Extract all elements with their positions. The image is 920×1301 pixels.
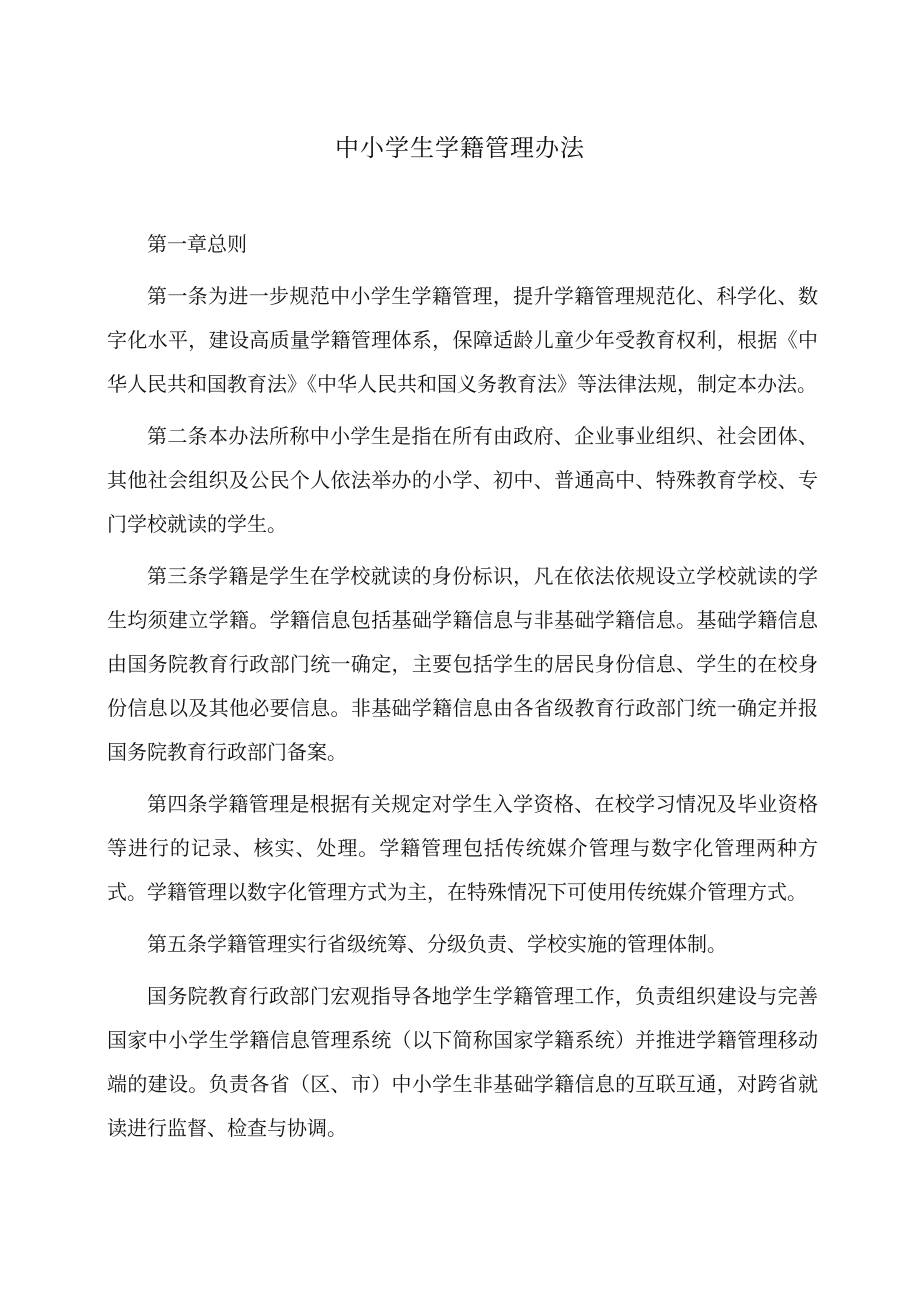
- chapter-heading: 第一章总则: [147, 232, 247, 256]
- article-2-paragraph: 第二条本办法所称中小学生是指在所有由政府、企业事业组织、社会团体、其他社会组织及公民个人依法举办的小学、初中、普通高中、特殊教育学校、专门学校就读的学生。: [107, 424, 818, 536]
- article-3-paragraph: 第三条学籍是学生在学校就读的身份标识，凡在依法依规设立学校就读的学生均须建立学籍。学籍信息包括基础学籍信息与非基础学籍信息。基础学籍信息由国务院教育行政部门统一确定，主要包括学生的居民身份信息、学生的在校身份信息以及其他必要信息。非基础学籍信息由各省级教育行政部门统一确定并报国务院教育行政部门备案。: [107, 564, 818, 764]
- article-1-paragraph: 第一条为进一步规范中小学生学籍管理，提升学籍管理规范化、科学化、数字化水平，建设高质量学籍管理体系，保障适龄儿童少年受教育权利，根据《中华人民共和国教育法》《中华人民共和国义务教育法》等法律法规，制定本办法。: [107, 284, 818, 396]
- document-title: 中小学生学籍管理办法: [335, 134, 585, 162]
- article-5-continuation-paragraph: 国务院教育行政部门宏观指导各地学生学籍管理工作，负责组织建设与完善国家中小学生学籍信息管理系统（以下简称国家学籍系统）并推进学籍管理移动端的建设。负责各省（区、市）中小学生非基础学籍信息的互联互通，对跨省就读进行监督、检查与协调。: [107, 984, 818, 1140]
- article-5-paragraph: 第五条学籍管理实行省级统筹、分级负责、学校实施的管理体制。: [147, 932, 727, 956]
- document-body: [107, 222, 818, 1158]
- article-4-paragraph: 第四条学籍管理是根据有关规定对学生入学资格、在校学习情况及毕业资格等进行的记录、核实、处理。学籍管理包括传统媒介管理与数字化管理两种方式。学籍管理以数字化管理方式为主，在特殊情况下可使用传统媒介管理方式。: [107, 792, 818, 904]
